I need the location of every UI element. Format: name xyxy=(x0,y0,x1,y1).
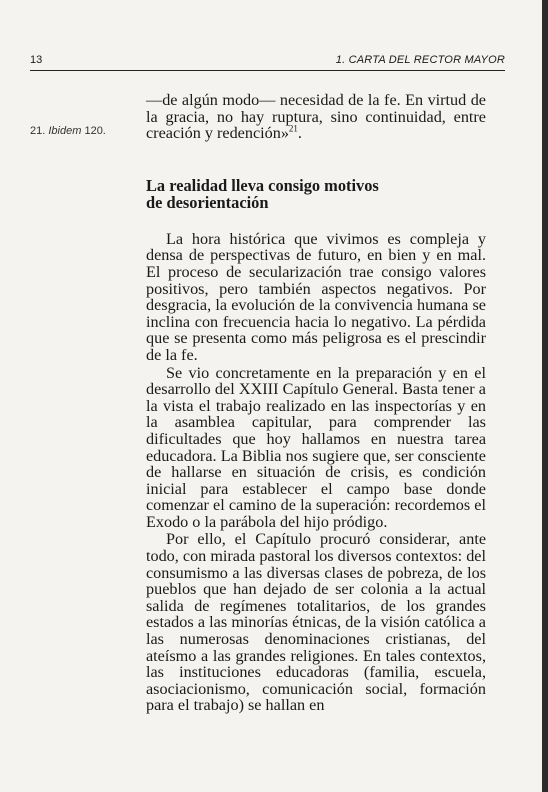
intro-paragraph xyxy=(146,92,486,142)
chapter-title: 1. CARTA DEL RECTOR MAYOR xyxy=(335,54,505,66)
section-heading xyxy=(146,177,486,211)
main-text xyxy=(146,92,486,714)
running-header xyxy=(30,54,505,71)
footnote-number: 21. xyxy=(30,125,46,137)
page-edge xyxy=(542,0,548,792)
body-paragraph-2: Se vio concretamente en la preparación y en el desarrollo del XXIII Capítulo General. Basta tener a la vista el trabajo realizado en las inspectorías y en la asamblea capitular, para comprender las dificultades que hoy hallamos en nuestra tarea educadora. La Biblia nos sugiere que, ser consciente de hallarse en situación de crisis, es condición inicial para establecer el campo base donde comenzar el camino de la superación: recordemos el Exodo o la parábola del hijo pródigo. xyxy=(146,363,486,531)
footnote-page: 120. xyxy=(84,125,106,137)
footnote-reference: 21 xyxy=(288,123,298,134)
footnote-source: Ibidem xyxy=(48,125,82,137)
intro-text: —de algún modo— necesidad de la fe. En virtud de la gracia, no hay ruptura, sino continuidad, entre creación y redención» xyxy=(146,91,486,143)
intro-end: . xyxy=(297,124,302,143)
footnote-margin-note xyxy=(30,125,106,137)
page-number: 13 xyxy=(30,54,43,66)
body-paragraph-3: Por ello, el Capítulo procuró considerar, ante todo, con mirada pastoral los diversos contextos: del consumismo a las diversas clases de pobreza, de los pueblos que han dejado de ser colonia a la actual salida de regímenes totalitarios, de los grandes estados a las minorías étnicas, de la visión católica a las numerosas denominaciones cristianas, del ateísmo a las grandes religiones. En tales contextos, las instituciones educadoras (familia, escuela, asociacionismo, comunicación social, formación para el trabajo) se hallan en xyxy=(146,530,486,715)
body-paragraph-1: La hora histórica que vivimos es compleja y densa de perspectivas de futuro, en bien y en mal. El proceso de secularización trae consigo valores positivos, pero también aspectos negativos. Por desgracia, la evolución de la convivencia humana se inclina con frecuencia hacia lo negativo. La pérdida que se presenta como más peligrosa es el prescindir de la fe. xyxy=(146,229,486,364)
section-heading-line2: de desorientación xyxy=(146,192,269,212)
section-heading-line1: La realidad lleva consigo motivos xyxy=(146,175,379,195)
